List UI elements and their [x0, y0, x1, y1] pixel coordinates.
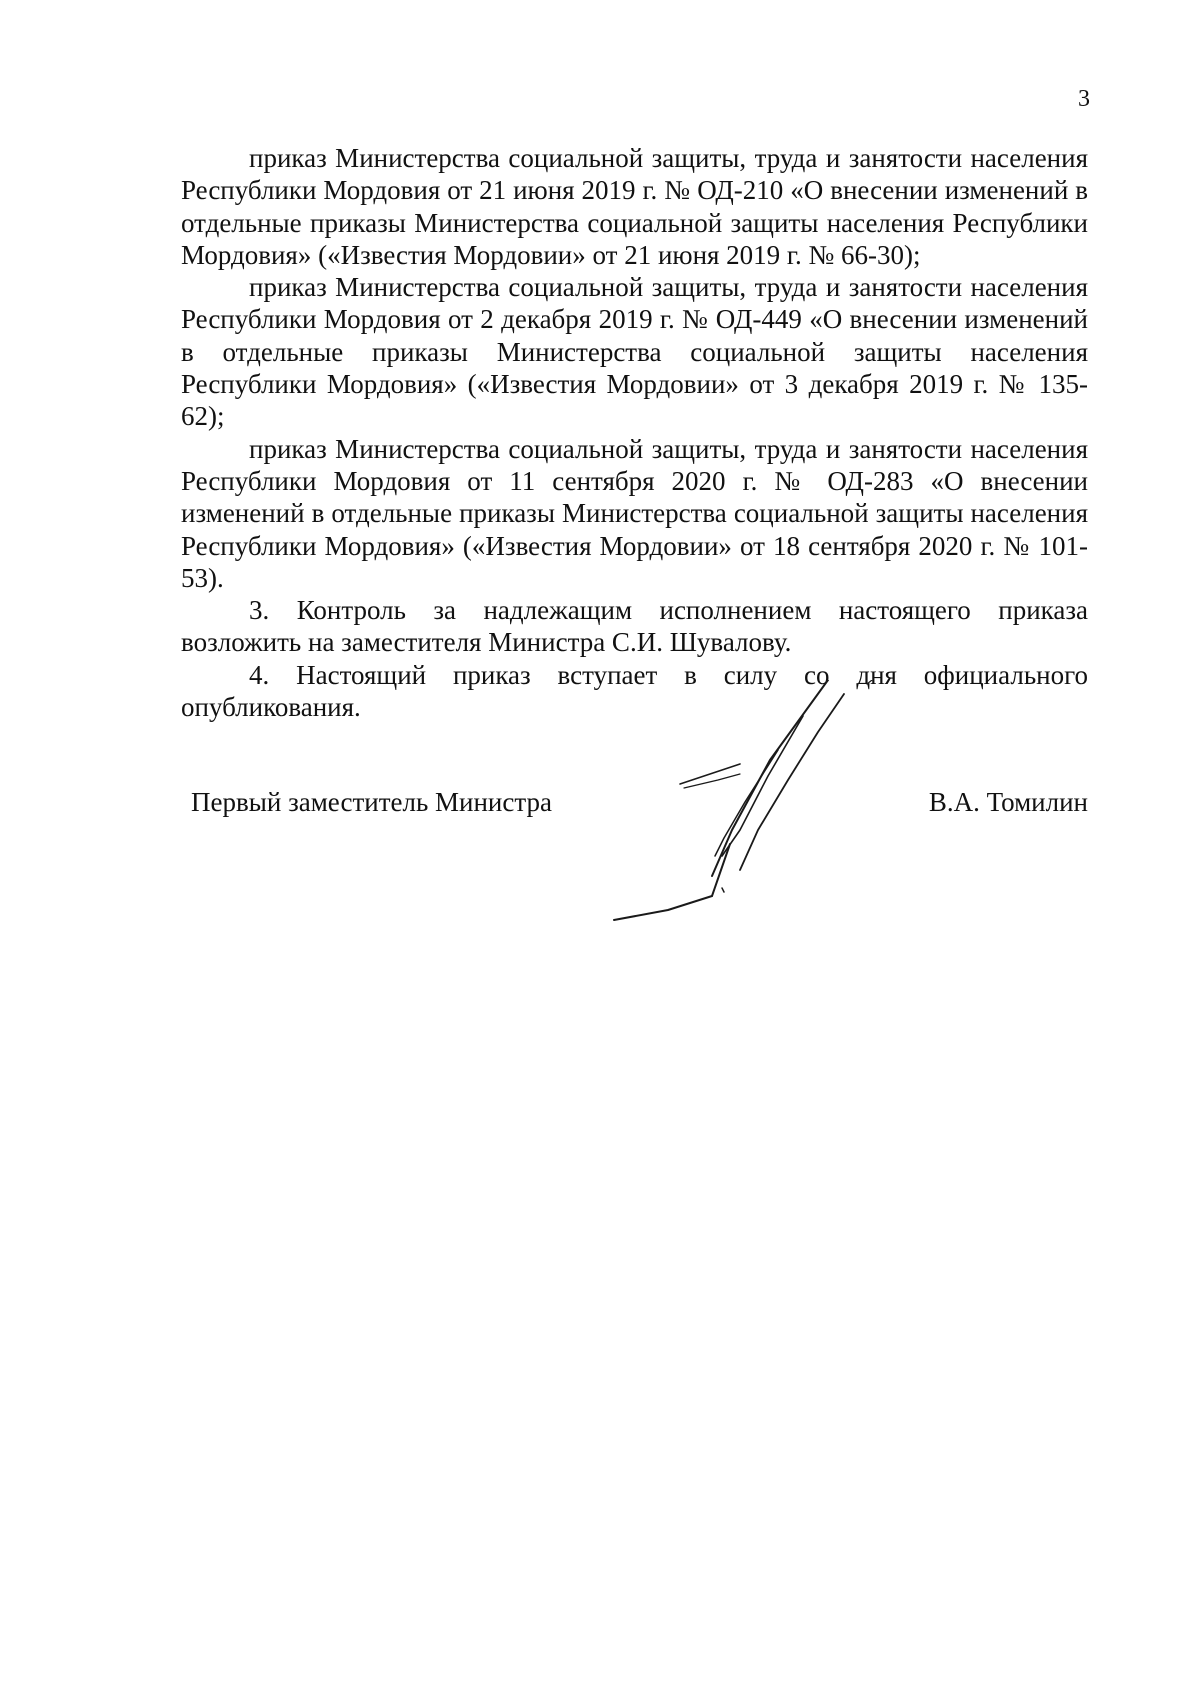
page-number: 3 [1078, 86, 1090, 112]
paragraph-effective-clause: 4. Настоящий приказ вступает в силу со дня официального опубликования. [181, 659, 1088, 723]
signatory-name: В.А. Томилин [928, 787, 1088, 817]
paragraph-order-od-283: приказ Министерства социальной защиты, труда и занятости населения Республики Мордовия от 11 сентября 2020 г. № ОД-283 «О внесении изменений в отдельные приказы Министерства социальной защиты населения Республики Мордовия» («Известия Мордовии» от 18 сентября 2020 г. № 101-53). [181, 433, 1088, 593]
signatory-title: Первый заместитель Министра [191, 787, 552, 817]
paragraph-control-clause: 3. Контроль за надлежащим исполнением настоящего приказа возложить на заместителя Министра С.И. Шувалову. [181, 595, 1088, 658]
paragraph-order-od-210: приказ Министерства социальной защиты, труда и занятости населения Республики Мордовия от 21 июня 2019 г. № ОД-210 «О внесении изменений в отдельные приказы Министерства социальной защиты населения Республики Мордовия» («Известия Мордовии» от 21 июня 2019 г. № 66-30); [181, 143, 1088, 270]
paragraph-order-od-449: приказ Министерства социальной защиты, труда и занятости населения Республики Мордовия от 2 декабря 2019 г. № ОД-449 «О внесении изменений в отдельные приказы Министерства социальной защиты населения Республики Мордовия» («Известия Мордовии» от 3 декабря 2019 г. № 135-62); [181, 272, 1088, 432]
document-body [181, 142, 1088, 723]
